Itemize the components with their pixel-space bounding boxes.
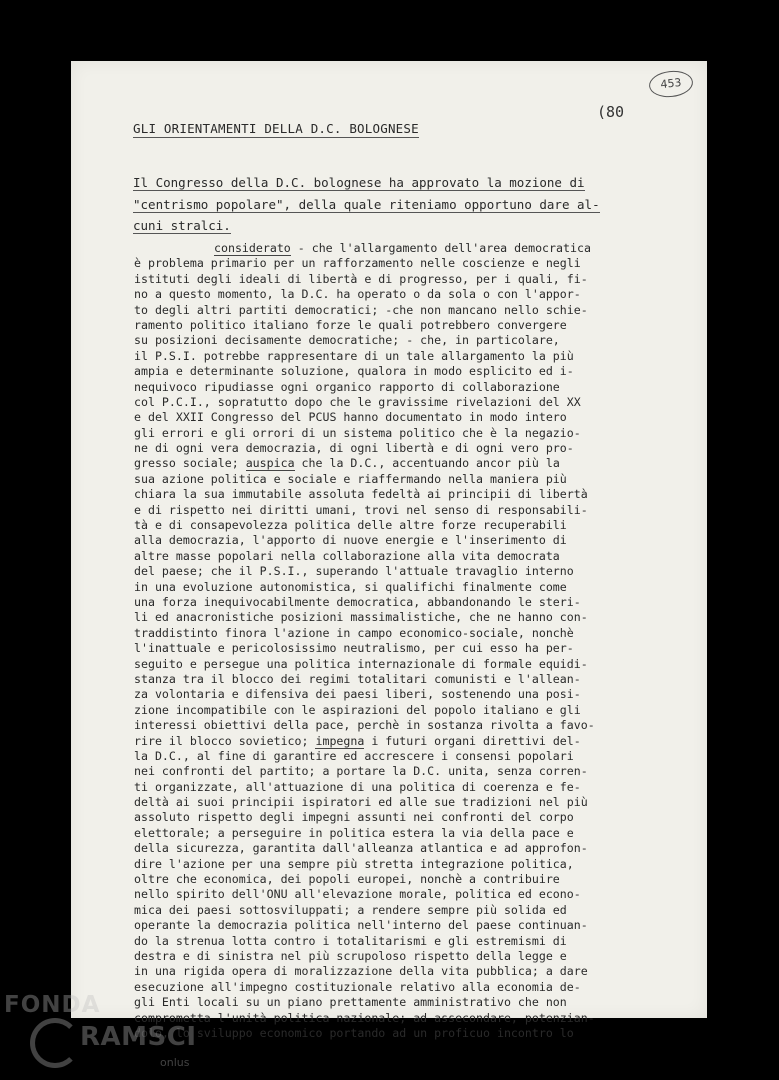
text-line: seguito e persegue una politica internazionale di formale equidi- <box>134 656 588 671</box>
text-line: interessi obiettivi della pace, perchè in sostanza rivolta a favo- <box>134 718 595 733</box>
text-line: ne di ogni vera democrazia, di ogni libertà e di ogni vero pro- <box>134 441 574 456</box>
text-line: il P.S.I. potrebbe rappresentare di un tale allargamento la più <box>134 348 574 363</box>
watermark-line1: FONDA <box>4 992 101 1018</box>
text-line: istituti degli ideali di libertà e di progresso, per i quali, fi- <box>134 271 588 286</box>
text-line: traddistinto finora l'azione in campo economico-sociale, nonchè <box>134 625 574 640</box>
motion-body <box>134 241 679 1041</box>
text-line: rire il blocco sovietico; impegna i futuri organi direttivi del- <box>134 733 581 748</box>
text-line: chiara la sua immutabile assoluta fedeltà ai principii di libertà <box>134 487 588 502</box>
text-line: assoluto rispetto degli impegni assunti nei confronti del corpo <box>134 810 574 825</box>
watermark-line3: onlus <box>160 1056 190 1069</box>
text-block-b <box>134 472 679 734</box>
keyword-impegna: impegna <box>315 733 365 748</box>
text-line: to degli altri partiti democratici; -che non mancano nello schie- <box>134 302 588 317</box>
archive-number-stamp: 453 <box>648 69 694 99</box>
keyword-auspica: auspica <box>245 456 295 471</box>
text-line: stanza tra il blocco dei regimi totalitari comunisti e l'allean- <box>134 671 581 686</box>
text-line: do la strenua lotta contro i totalitarismi e gli estremismi di <box>134 933 567 948</box>
text-line: e di rispetto nei diritti umani, trovi nel senso di responsabili- <box>134 502 588 517</box>
page-title: GLI ORIENTAMENTI DELLA D.C. BOLOGNESE <box>133 121 419 136</box>
text-line: dolo, lo sviluppo economico portando ad un proficuo incontro lo <box>134 1025 574 1040</box>
text-line: no a questo momento, la D.C. ha operato o da sola o con l'appor- <box>134 287 581 302</box>
watermark-line2: RAMSCI <box>80 1022 197 1052</box>
text-line: operante la democrazia politica nell'interno del paese continuan- <box>134 918 588 933</box>
text-block-a <box>134 256 679 456</box>
text-line: altre masse popolari nella collaborazione alla vita democrata <box>134 548 560 563</box>
intro-line: Il Congresso della D.C. bolognese ha approvato la mozione di <box>133 175 585 190</box>
text-line: in una evoluzione autonomistica, si qualifichi finalmente come <box>134 579 567 594</box>
text-line: li ed anacronistiche posizioni massimalistiche, che ne hanno con- <box>134 610 588 625</box>
text-line: destra e di sinistra nel più scrupoloso rispetto della legge e <box>134 948 567 963</box>
text-line: considerato - che l'allargamento dell'area democratica <box>214 241 591 255</box>
text-block-c <box>134 749 679 1041</box>
keyword-considerato: considerato <box>214 241 291 255</box>
text-line: mica dei paesi sottosviluppati; a rendere sempre più solida ed <box>134 902 567 917</box>
text-line: gli Enti locali su un piano prettamente amministrativo che non <box>134 995 567 1010</box>
text-line: sua azione politica e sociale e riaffermando nella maniera più <box>134 471 567 486</box>
text-line: gresso sociale; auspica che la D.C., accentuando ancor più la <box>134 456 560 471</box>
text-line: una forza inequivocabilmente democratica, abbandonando le steri- <box>134 594 581 609</box>
text-line: nequivoco ripudiasse ogni organico rapporto di collaborazione <box>134 379 560 394</box>
text-line: esecuzione all'impegno costituzionale relativo alla economia de- <box>134 979 581 994</box>
intro-line: "centrismo popolare", della quale riteniamo opportuno dare al- <box>133 196 600 212</box>
text-line: zione incompatibile con le aspirazioni del popolo italiano e gli <box>134 702 581 717</box>
text-line: ramento politico italiano forze le quali potrebbero convergere <box>134 317 567 332</box>
text-line: nello spirito dell'ONU all'elevazione morale, politica ed econo- <box>134 887 581 902</box>
text-line: elettorale; a perseguire in politica estera la via della pace e <box>134 825 574 840</box>
text-line: ampia e determinante soluzione, qualora in modo esplicito ed i- <box>134 364 574 379</box>
text-line: deltà ai suoi principii ispiratori ed alle sue tradizioni nel più <box>134 795 588 810</box>
text-line: è problema primario per un rafforzamento nelle coscienze e negli <box>134 256 581 271</box>
text-line: comprometta l'unità politica nazionale; ad assecondare, potenzian- <box>134 1010 595 1025</box>
watermark-g-logo-icon <box>30 1018 80 1068</box>
text-line: in una rigida opera di moralizzazione della vita pubblica; a dare <box>134 964 588 979</box>
text-line: ti organizzate, all'attuazione di una politica di coerenza e fe- <box>134 779 581 794</box>
text-line: la D.C., al fine di garantire ed accrescere i consensi popolari <box>134 748 574 763</box>
text-line: della sicurezza, garantita dall'alleanza atlantica e ad approfon- <box>134 841 588 856</box>
text-line: del paese; che il P.S.I., superando l'attuale travaglio interno <box>134 564 574 579</box>
page-number: (80 <box>597 103 625 121</box>
text-line: l'inattuale e pericolosissimo neutralismo, per cui esso ha per- <box>134 641 574 656</box>
text-line: oltre che economica, dei popoli europei, nonchè a contribuire <box>134 872 560 887</box>
intro-line: cuni stralci. <box>133 218 231 233</box>
text-line: su posizioni decisamente democratiche; - che, in particolare, <box>134 333 560 348</box>
text-line: nei confronti del partito; a portare la D.C. unita, senza corren- <box>134 764 588 779</box>
text-line: dire l'azione per una sempre più stretta integrazione politica, <box>134 856 574 871</box>
text-line: e del XXII Congresso del PCUS hanno documentato in modo intero <box>134 410 567 425</box>
text-line: col P.C.I., sopratutto dopo che le gravissime rivelazioni del XX <box>134 394 581 409</box>
intro-paragraph <box>133 172 653 237</box>
text-line: alla democrazia, l'apporto di nuove energie e l'inserimento di <box>134 533 567 548</box>
text-line: za volontaria e difensiva dei paesi liberi, sostenendo una posi- <box>134 687 581 702</box>
text-line: gli errori e gli orrori di un sistema politico che è la negazio- <box>134 425 581 440</box>
text-line: tà e di consapevolezza politica delle altre forze recuperabili <box>134 518 567 533</box>
